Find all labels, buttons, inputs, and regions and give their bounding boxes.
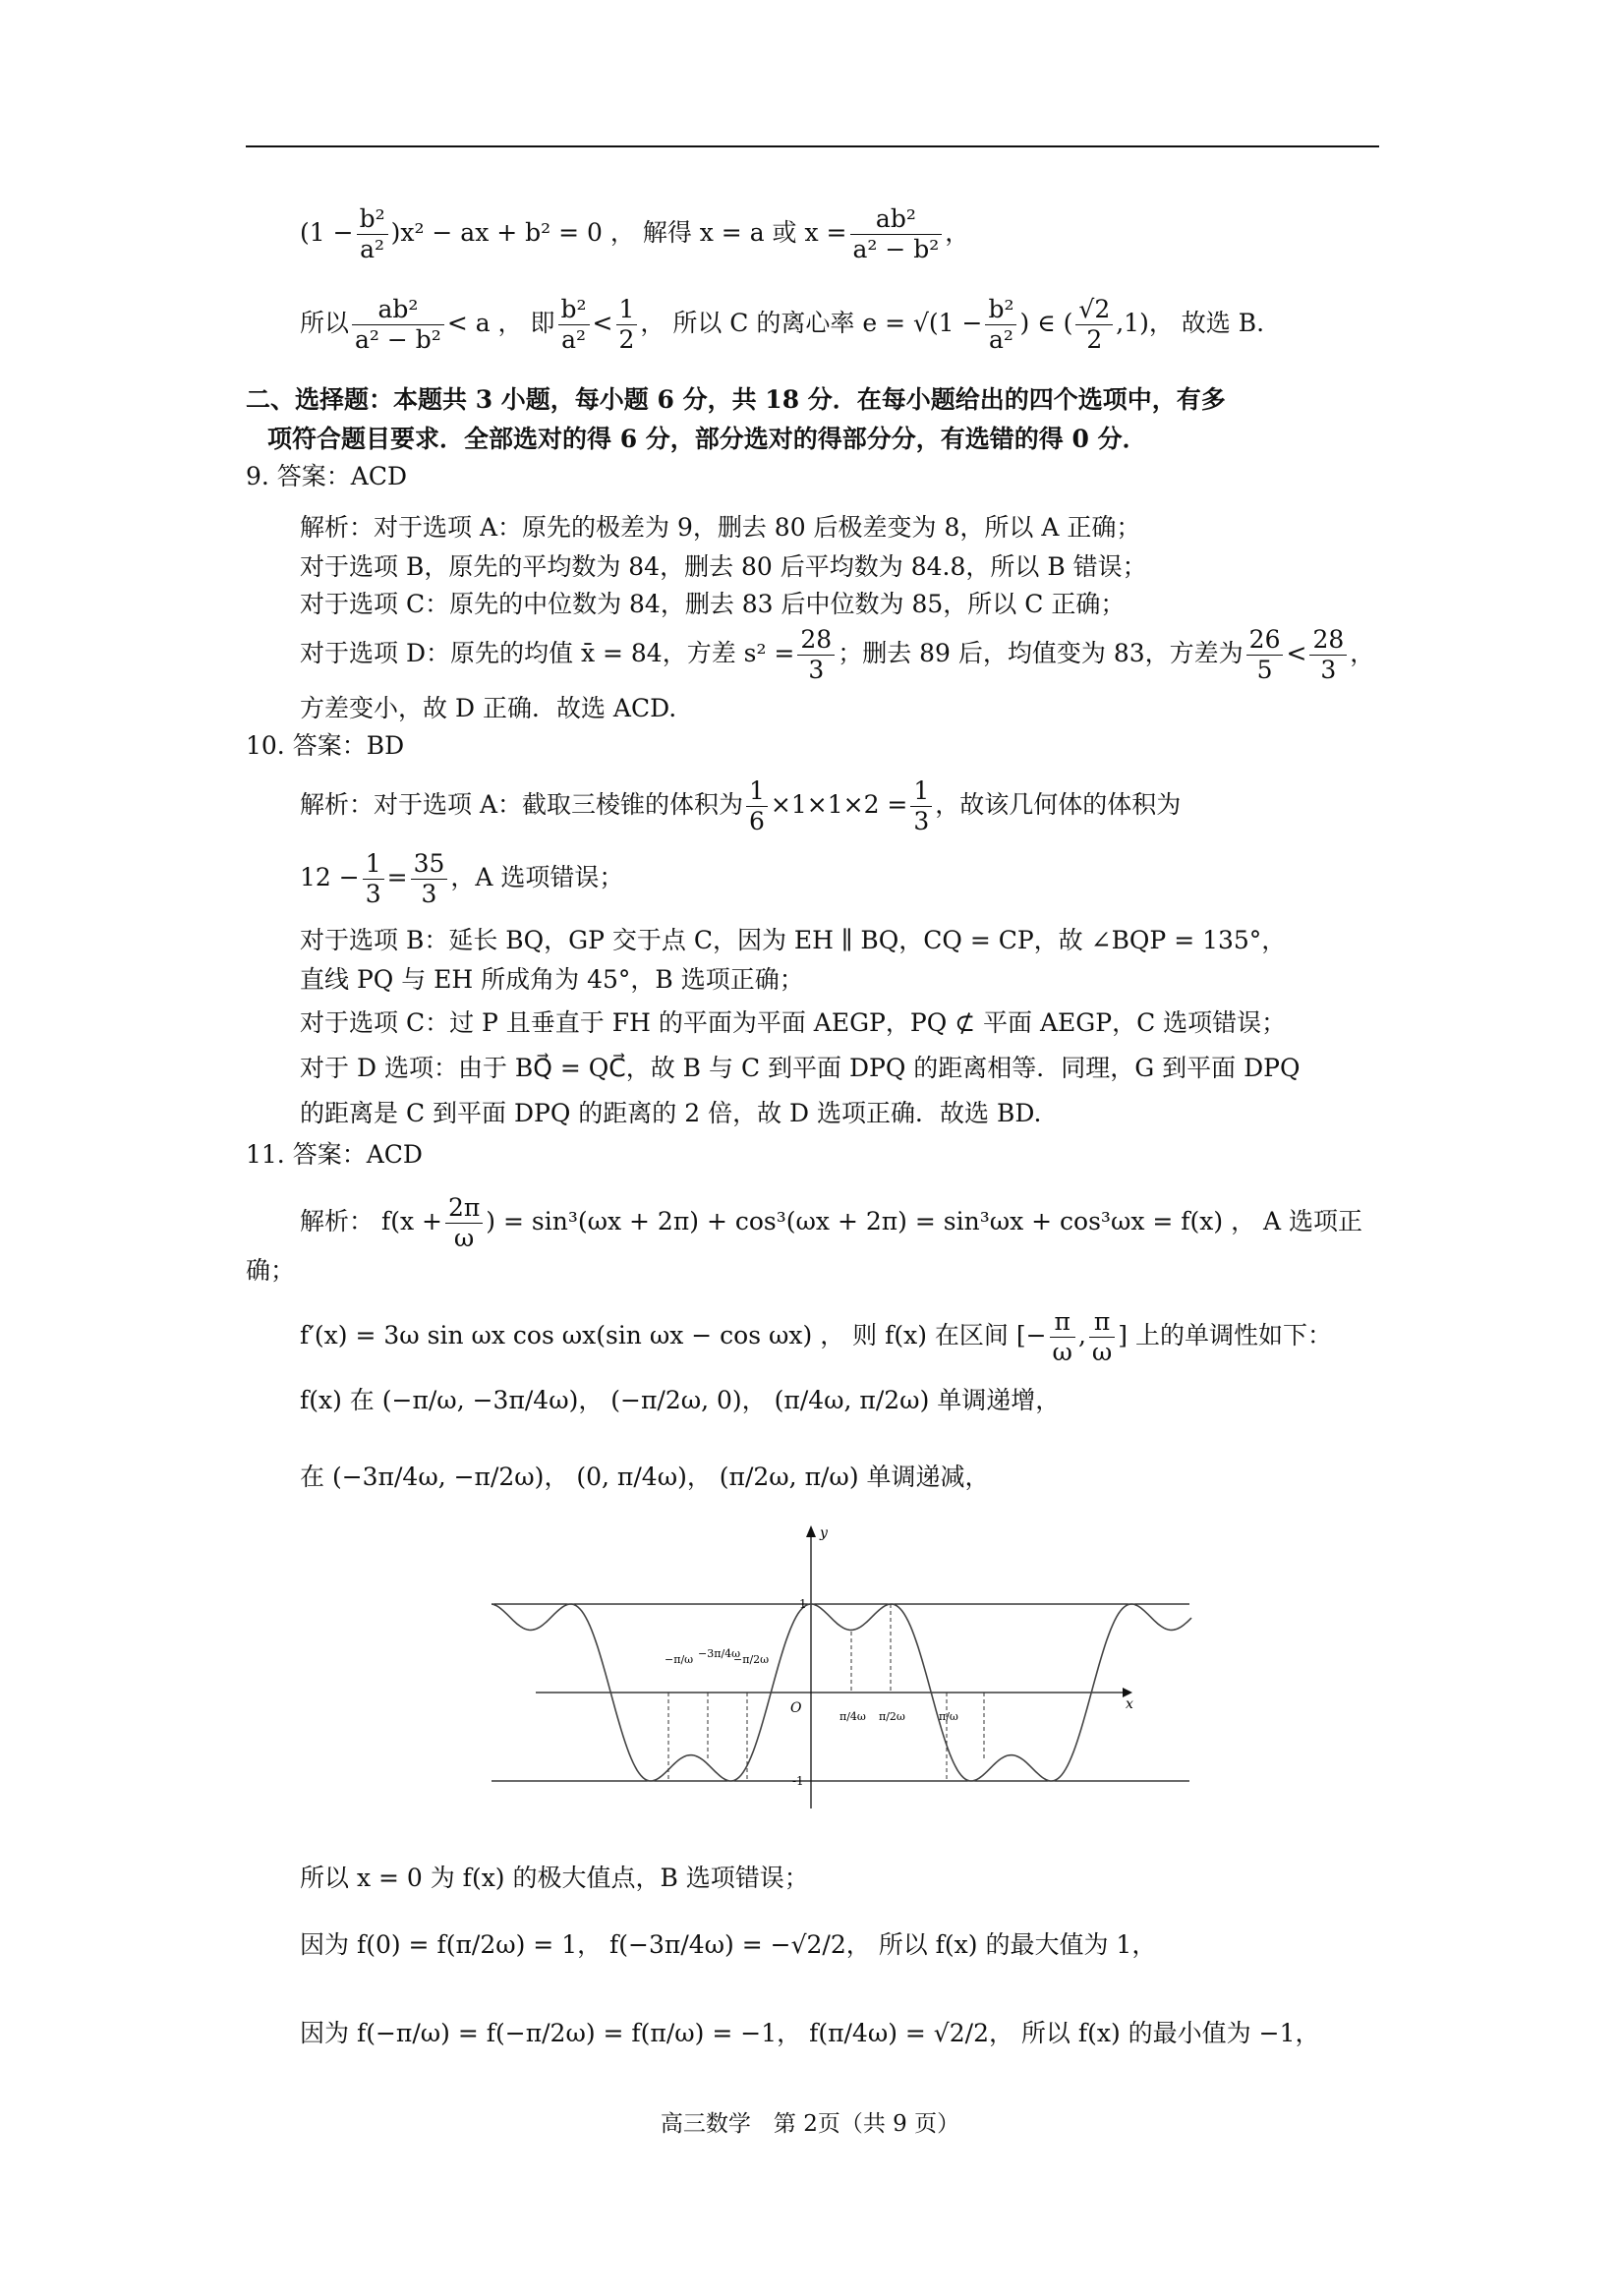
- label-1: 1: [799, 1597, 807, 1611]
- y-label: y: [820, 1525, 828, 1541]
- graph-svg: [492, 1523, 1199, 1808]
- q10-analysis-b: 12 − $\frac{1}{3}$ = $\frac{35}{3}$ ，A 选项错误；: [300, 849, 624, 908]
- q9-answer: 9. 答案：ACD: [246, 462, 408, 490]
- tick-neg-pi-2w: −π/2ω: [733, 1653, 770, 1666]
- q10-analysis-e: 对于选项 C：过 P 且垂直于 FH 的平面为平面 AEGP，PQ ⊄ 平面 AEGP，C 选项错误；: [300, 1008, 1287, 1037]
- text: )x² − ax + b² = 0 ， 解得 x = a 或 x =: [390, 218, 847, 247]
- y-axis-arrow: [806, 1525, 816, 1537]
- q10-analysis-f: 对于 D 选项：由于 BQ⃗ = QC⃗，故 B 与 C 到平面 DPQ 的距离相等．同理，G 到平面 DPQ: [300, 1054, 1301, 1082]
- fraction: $\frac{1}{2}$: [616, 295, 638, 355]
- label-neg1: -1: [792, 1774, 804, 1788]
- origin-label: O: [790, 1700, 802, 1716]
- q11-analysis-d: f(x) 在 (−π/ω, −3π/4ω)， (−π/2ω, 0)， (π/4ω, π/2ω) 单调递增，: [300, 1386, 1061, 1414]
- section-heading-cont: 项符合题目要求．全部选对的得 6 分，部分选对的得部分分，有选错的得 0 分．: [267, 425, 1147, 453]
- q9-analysis-b: 对于选项 B，原先的平均数为 84，删去 80 后平均数为 84.8，所以 B 错误；: [300, 552, 1147, 581]
- fraction: $\frac{\text{b²}}{\text{a²}}$: [357, 204, 388, 264]
- fraction: $\frac{\text{ab²}}{\text{a² − b²}}$: [352, 295, 444, 355]
- q11-analysis-h: 因为 f(−π/ω) = f(−π/2ω) = f(π/ω) = −1， f(π/4ω) = √2/2， 所以 f(x) 的最小值为 −1，: [300, 2019, 1320, 2047]
- function-graph: [492, 1523, 1199, 1808]
- tick-neg-3pi-4w: −3π/4ω: [698, 1647, 741, 1660]
- tick-pi-w: π/ω: [939, 1710, 958, 1723]
- fraction: $\frac{\text{b²}}{\text{a²}}$: [985, 295, 1016, 355]
- q11-answer: 11. 答案：ACD: [246, 1140, 423, 1169]
- q11-analysis-b: 确；: [246, 1256, 296, 1285]
- q11-analysis-g: 因为 f(0) = f(π/2ω) = 1， f(−3π/4ω) = −√2/2， 所以 f(x) 的最大值为 1，: [300, 1930, 1157, 1959]
- q9-analysis-a: 解析：对于选项 A：原先的极差为 9，删去 80 后极差变为 8，所以 A 正确；: [300, 513, 1141, 542]
- q9-analysis-e: 方差变小，故 D 正确．故选 ACD.: [300, 694, 677, 722]
- derivation-line-2: 所以 $\frac{\text{ab²}}{\text{a² − b²}}$ < a ， 即 $\frac{\text{b²}}{\text{a²}}$ < $\frac{1}{2}$ ， 所以 C 的离心率 e = √(1 − $\frac{\text{b²}}{\text{a²}}$ ) ∈ ( $\frac{√2}{2}$ ,1)， 故选 B.: [300, 295, 1265, 354]
- q11-analysis-e: 在 (−3π/4ω, −π/2ω)， (0, π/4ω)， (π/2ω, π/ω) 单调递减，: [300, 1463, 990, 1491]
- fraction: $\frac{\text{b²}}{\text{a²}}$: [558, 295, 590, 355]
- q10-analysis-a: 解析：对于选项 A：截取三棱锥的体积为 $\frac{1}{6}$ ×1×1×2 = $\frac{1}{3}$ ，故该几何体的体积为: [300, 776, 1182, 835]
- tick-neg-pi-w: −π/ω: [665, 1653, 694, 1666]
- q9-analysis-d: 对于选项 D：原先的均值 x̄ = 84，方差 s² = $\frac{28}{3}$ ；删去 89 后，均值变为 83，方差为 $\frac{26}{5}$ < $\frac{28}{3}$ ，: [300, 625, 1375, 684]
- q11-analysis-f: 所以 x = 0 为 f(x) 的极大值点，B 选项错误；: [300, 1864, 809, 1892]
- derivation-line-1: (1 − $\frac{\text{b²}}{\text{a²}}$ )x² − ax + b² = 0 ， 解得 x = a 或 x = $\frac{\text{ab²}}{\text{a² − b²}}$ ，: [300, 204, 970, 263]
- text: (1 −: [300, 218, 354, 247]
- fraction: $\frac{\text{ab²}}{\text{a² − b²}}$: [850, 204, 943, 264]
- q10-answer: 10. 答案：BD: [246, 731, 405, 760]
- tick-pi-4w: π/4ω: [839, 1710, 866, 1723]
- header-rule: [246, 145, 1379, 147]
- section-heading: 二、选择题：本题共 3 小题，每小题 6 分，共 18 分．在每小题给出的四个选项中，有多: [246, 385, 1226, 414]
- tick-pi-2w: π/2ω: [879, 1710, 905, 1723]
- q10-analysis-d: 直线 PQ 与 EH 所成角为 45°，B 选项正确；: [300, 965, 804, 994]
- q10-analysis-g: 的距离是 C 到平面 DPQ 的距离的 2 倍，故 D 选项正确．故选 BD.: [300, 1099, 1042, 1127]
- page-footer: 高三数学 第 2页（共 9 页）: [660, 2111, 960, 2137]
- q9-analysis-c: 对于选项 C：原先的中位数为 84，删去 83 后中位数为 85，所以 C 正确；: [300, 590, 1126, 618]
- q11-analysis-a: 解析： f(x + $\frac{2\pi}{\omega}$ ) = sin³(ωx + 2π) + cos³(ωx + 2π) = sin³ωx + cos³ωx = f(x) ， A 选项正: [300, 1193, 1363, 1252]
- q11-analysis-c: f′(x) = 3ω sin ωx cos ωx(sin ωx − cos ωx) ， 则 f(x) 在区间 [− $\frac{\pi}{\omega}$ , $\frac{\pi}{\omega}$ ] 上的单调性如下：: [300, 1307, 1332, 1366]
- x-label: x: [1126, 1696, 1133, 1712]
- q10-analysis-c: 对于选项 B：延长 BQ，GP 交于点 C，因为 EH ∥ BQ，CQ = CP，故 ∠BQP = 135°，: [300, 926, 1287, 954]
- fraction: $\frac{√2}{2}$: [1075, 295, 1113, 355]
